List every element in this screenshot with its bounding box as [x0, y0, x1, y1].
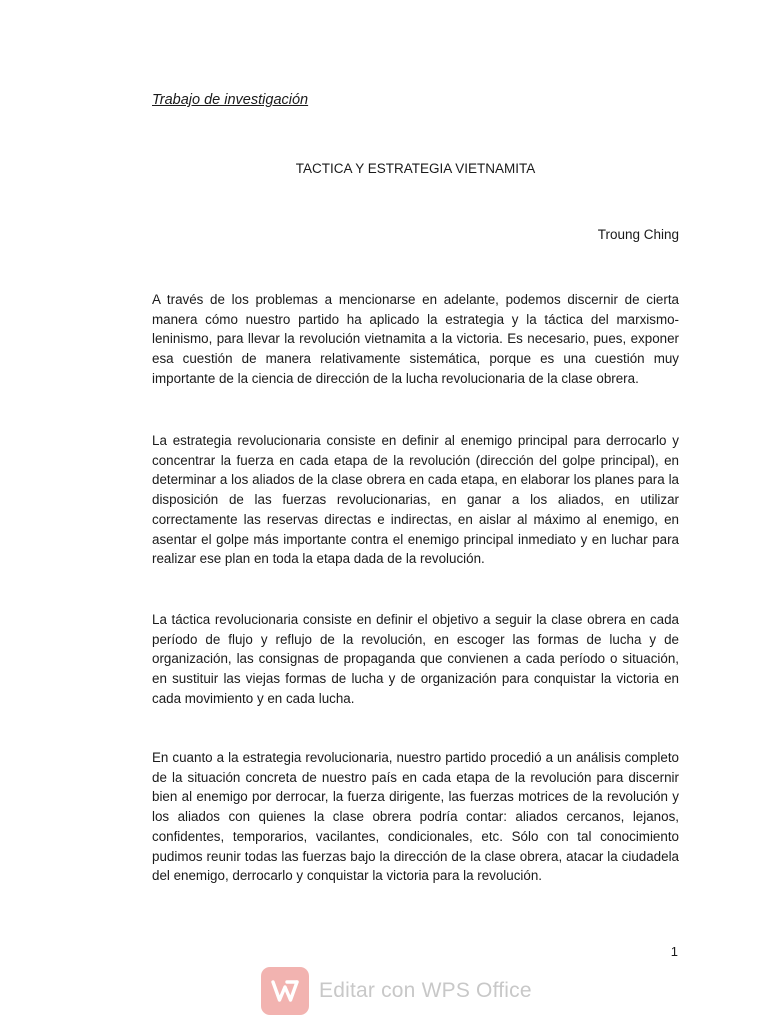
paragraph-text: consiste en definir el objetivo a seguir la clase obrera en cada período de flujo y reflujo de la revolución, en escoger las formas de lucha y de organización, las consignas de propaganda que convienen a cada período o situación, en sustituir las viejas formas de lucha y de organización para conquistar la victoria en cada movimiento y en cada lucha.	[152, 612, 680, 706]
page-number: 1	[670, 944, 678, 959]
document-author: Troung Ching	[597, 227, 679, 242]
paragraph-text: consiste en definir al enemigo principal para derrocarlo y concentrar la fuerza en cada etapa de la revolución (dirección del golpe principal), en determinar a los aliados de la clase obrera en cada etapa, en elaborar los planes para la disposición de las fuerzas revolucionarias, en ganar a los aliados, en utilizar correctamente las reservas directas e indirectas, en aislar al máximo al enemigo, en asentar el golpe más importante contra el enemigo principal inmediato y en luchar para realizar ese plan en toda la etapa dada de la revolución.	[152, 433, 679, 567]
paragraph-term: La estrategia revolucionaria	[152, 433, 321, 448]
paragraph-strategy	[152, 431, 679, 569]
document-title: TACTICA Y ESTRATEGIA VIETNAMITA	[295, 161, 536, 176]
paragraph-term: La táctica revolucionaria	[152, 612, 299, 627]
wps-logo-icon	[261, 967, 309, 1015]
paragraph-text: En cuanto a la estrategia revolucionaria, nuestro partido procedió a un análisis completo de la situación concreta de nuestro país en cada etapa de la revolución para discernir bien al enemigo por derrocar, la fuerza dirigente, las fuerzas motrices de la revolución y los aliados con quienes la clase obrera podría contar: aliados cercanos, lejanos, confidentes, temporarios, vacilantes, condicionales, etc. Sólo con tal conocimiento pudimos reunir todas las fuerzas bajo la dirección de la clase obrera, atacar la ciudadela del enemigo, derrocarlo y conquistar la victoria para la revolución.	[152, 750, 679, 884]
edit-with-wps-banner[interactable]	[261, 964, 532, 1018]
paragraph-analysis	[152, 748, 679, 886]
document-heading: Trabajo de investigación	[152, 92, 309, 108]
paragraph-tactic	[152, 610, 679, 709]
wps-banner-label[interactable]: Editar con WPS Office	[319, 979, 532, 1002]
paragraph-text: A través de los problemas a mencionarse en adelante, podemos discernir de cierta manera cómo nuestro partido ha aplicado la estrategia y la táctica del marxismo-leninismo, para llevar la revolución vietnamita a la victoria. Es necesario, pues, exponer esa cuestión de manera relativamente sistemática, porque es una cuestión muy importante de la ciencia de dirección de la lucha revolucionaria de la clase obrera.	[152, 292, 679, 386]
paragraph-intro	[152, 290, 679, 389]
